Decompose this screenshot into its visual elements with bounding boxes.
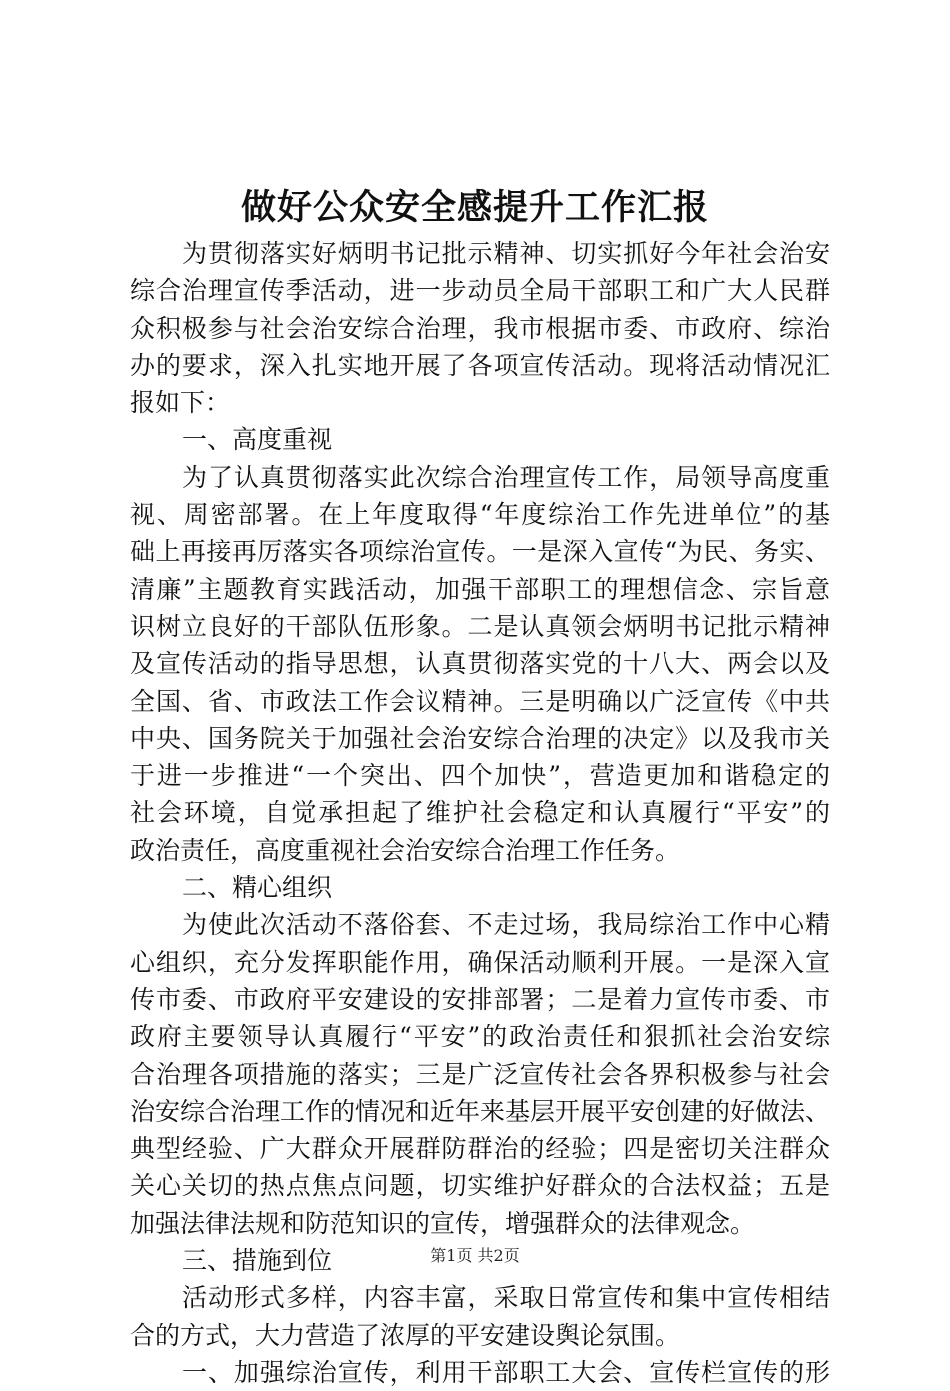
text-line: 政治责任，高度重视社会治安综合治理工作任务。 — [130, 835, 681, 865]
text-line: 二、精心组织 — [182, 873, 333, 903]
page-footer: 第1页 共2页 — [430, 1246, 520, 1265]
text-line: 社会环境，自觉承担起了维护社会稳定和认真履行“平安”的 — [130, 798, 830, 828]
text-line: 为使此次活动不落俗套、不走过场，我局综治工作中心精 — [182, 910, 830, 940]
document-title: 做好公众安全感提升工作汇报 — [240, 187, 709, 228]
text-line: 全国、省、市政法工作会议精神。三是明确以广泛宣传《中共 — [130, 686, 830, 716]
document-body — [130, 235, 830, 1391]
text-line: 加强法律法规和防范知识的宣传，增强群众的法律观念。 — [130, 1208, 756, 1238]
text-line: 中央、国务院关于加强社会治安综合治理的决定》以及我市关 — [130, 723, 830, 753]
text-line: 于进一步推进“一个突出、四个加快”，营造更加和谐稳定的 — [130, 761, 830, 791]
text-line: 关心关切的热点焦点问题，切实维护好群众的合法权益；五是 — [130, 1171, 830, 1201]
text-line: 清廉”主题教育实践活动，加强干部职工的理想信念、宗旨意 — [130, 574, 830, 604]
text-line: 为了认真贯彻落实此次综合治理宣传工作，局领导高度重 — [182, 462, 830, 492]
text-line: 办的要求，深入扎实地开展了各项宣传活动。现将活动情况汇 — [130, 350, 830, 380]
text-line: 一、高度重视 — [182, 425, 333, 455]
text-line: 政府主要领导认真履行“平安”的政治责任和狠抓社会治安综 — [130, 1022, 830, 1052]
text-line: 报如下： — [130, 388, 231, 418]
text-line: 及宣传活动的指导思想，认真贯彻落实党的十八大、两会以及 — [130, 649, 830, 679]
text-line: 活动形式多样，内容丰富，采取日常宣传和集中宣传相结 — [182, 1283, 830, 1313]
text-line: 典型经验、广大群众开展群防群治的经验；四是密切关注群众 — [130, 1134, 830, 1164]
text-line: 三、措施到位 — [182, 1246, 333, 1276]
text-line: 合治理各项措施的落实；三是广泛宣传社会各界积极参与社会 — [130, 1059, 830, 1089]
text-line: 识树立良好的干部队伍形象。二是认真领会炳明书记批示精神 — [130, 611, 830, 641]
text-line: 综合治理宣传季活动，进一步动员全局干部职工和广大人民群 — [130, 276, 830, 306]
text-line: 治安综合治理工作的情况和近年来基层开展平安创建的好做法、 — [130, 1096, 830, 1126]
text-line: 一、加强综治宣传，利用干部职工大会、宣传栏宣传的形 — [182, 1357, 830, 1387]
text-line: 传市委、市政府平安建设的安排部署；二是着力宣传市委、市 — [130, 984, 830, 1014]
text-line: 合的方式，大力营造了浓厚的平安建设舆论氛围。 — [130, 1320, 681, 1350]
text-line: 础上再接再厉落实各项综治宣传。一是深入宣传“为民、务实、 — [130, 537, 830, 567]
text-line: 视、周密部署。在上年度取得“年度综治工作先进单位”的基 — [130, 500, 830, 530]
text-line: 心组织，充分发挥职能作用，确保活动顺利开展。一是深入宣 — [130, 947, 830, 977]
text-line: 众积极参与社会治安综合治理，我市根据市委、市政府、综治 — [130, 313, 830, 343]
text-line: 为贯彻落实好炳明书记批示精神、切实抓好今年社会治安 — [182, 239, 830, 268]
